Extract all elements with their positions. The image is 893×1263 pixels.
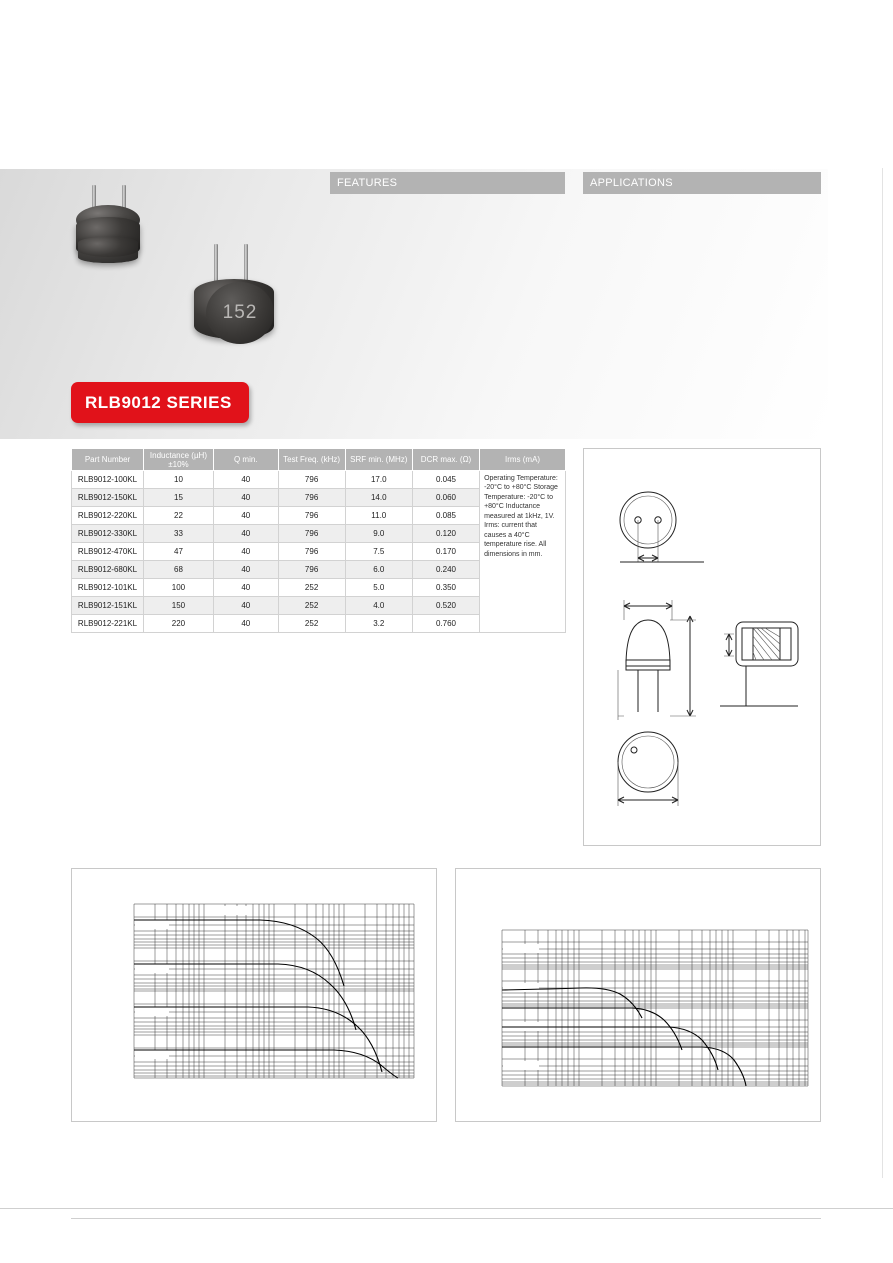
- cell-dcr: 0.085: [412, 507, 479, 525]
- column-header: DCR max. (Ω): [412, 449, 479, 471]
- inductance-vs-current-chart: [72, 890, 436, 1121]
- cell-q: 40: [213, 543, 278, 561]
- cell-inductance: 220: [144, 615, 214, 633]
- cell-test-freq: 796: [278, 561, 345, 579]
- cell-part-number: RLB9012-680KL: [72, 561, 144, 579]
- table-notes: Operating Temperature: -20°C to +80°C Storage Temperature: -20°C to +80°C Inductance measured at 1kHz, 1V. Irms: current that causes a 40°C temperature rise. All dimensions in mm.: [480, 471, 566, 633]
- cell-srf: 17.0: [345, 471, 412, 489]
- cell-q: 40: [213, 597, 278, 615]
- features-header-label: FEATURES: [337, 177, 398, 189]
- chart-series: [502, 988, 746, 1086]
- series-badge: RLB9012 SERIES: [71, 382, 249, 423]
- cell-dcr: 0.045: [412, 471, 479, 489]
- cell-test-freq: 796: [278, 471, 345, 489]
- product-photo-small: [70, 185, 150, 285]
- cell-dcr: 0.520: [412, 597, 479, 615]
- cell-srf: 5.0: [345, 579, 412, 597]
- cell-part-number: RLB9012-470KL: [72, 543, 144, 561]
- cell-test-freq: 252: [278, 597, 345, 615]
- cell-part-number: RLB9012-100KL: [72, 471, 144, 489]
- cell-q: 40: [213, 561, 278, 579]
- cell-dcr: 0.240: [412, 561, 479, 579]
- cell-dcr: 0.760: [412, 615, 479, 633]
- table-row: [72, 471, 566, 489]
- cell-srf: 3.2: [345, 615, 412, 633]
- page-right-edge: [882, 168, 893, 1178]
- top-view-drawing: [620, 492, 704, 562]
- cell-part-number: RLB9012-101KL: [72, 579, 144, 597]
- column-header: SRF min. (MHz): [345, 449, 412, 471]
- cell-inductance: 33: [144, 525, 214, 543]
- chart-grid: [134, 904, 414, 1078]
- applications-header: [583, 172, 821, 194]
- cell-inductance: 100: [144, 579, 214, 597]
- cell-q: 40: [213, 507, 278, 525]
- chart-series: [134, 920, 398, 1078]
- cell-dcr: 0.120: [412, 525, 479, 543]
- cell-inductance: 68: [144, 561, 214, 579]
- cell-part-number: RLB9012-221KL: [72, 615, 144, 633]
- chart-axis-labels: [135, 906, 252, 1059]
- cell-srf: 4.0: [345, 597, 412, 615]
- inductor-marking-face: [206, 282, 274, 344]
- cell-srf: 11.0: [345, 507, 412, 525]
- specification-table: [71, 448, 566, 633]
- chart-axis-labels: [503, 944, 539, 1070]
- cell-test-freq: 796: [278, 507, 345, 525]
- dimension-drawing: [584, 470, 820, 845]
- cell-inductance: 15: [144, 489, 214, 507]
- cell-srf: 7.5: [345, 543, 412, 561]
- cell-q: 40: [213, 471, 278, 489]
- cell-test-freq: 796: [278, 525, 345, 543]
- bottom-view-drawing: [618, 732, 678, 806]
- cell-q: 40: [213, 615, 278, 633]
- cell-test-freq: 252: [278, 579, 345, 597]
- product-photo-large: [192, 244, 292, 374]
- cell-test-freq: 796: [278, 489, 345, 507]
- cell-srf: 9.0: [345, 525, 412, 543]
- cell-test-freq: 796: [278, 543, 345, 561]
- cell-inductance: 150: [144, 597, 214, 615]
- cell-srf: 14.0: [345, 489, 412, 507]
- cell-dcr: 0.170: [412, 543, 479, 561]
- column-header: Part Number: [72, 449, 144, 471]
- cell-inductance: 10: [144, 471, 214, 489]
- dimensions-panel: [583, 448, 821, 846]
- cell-dcr: 0.060: [412, 489, 479, 507]
- column-header: Inductance (µH) ±10%: [144, 449, 214, 471]
- inductance-code-label: 152: [222, 302, 258, 323]
- column-header: Q min.: [213, 449, 278, 471]
- cell-test-freq: 252: [278, 615, 345, 633]
- cell-q: 40: [213, 489, 278, 507]
- cell-dcr: 0.350: [412, 579, 479, 597]
- cell-q: 40: [213, 579, 278, 597]
- cell-part-number: RLB9012-330KL: [72, 525, 144, 543]
- cell-part-number: RLB9012-150KL: [72, 489, 144, 507]
- footer-divider: [0, 1208, 893, 1209]
- inductor-body-base: [78, 237, 138, 263]
- table-header-row: [72, 449, 566, 471]
- graph-left-panel: [71, 868, 437, 1122]
- features-header: [330, 172, 565, 194]
- column-header: Test Freq. (kHz): [278, 449, 345, 471]
- cross-section-drawing: [720, 622, 798, 706]
- cell-part-number: RLB9012-151KL: [72, 597, 144, 615]
- cell-srf: 6.0: [345, 561, 412, 579]
- cell-q: 40: [213, 525, 278, 543]
- cell-inductance: 47: [144, 543, 214, 561]
- cell-inductance: 22: [144, 507, 214, 525]
- applications-header-label: APPLICATIONS: [590, 177, 673, 189]
- cell-part-number: RLB9012-220KL: [72, 507, 144, 525]
- graph-right-panel: [455, 868, 821, 1122]
- column-header: Irms (mA): [480, 449, 566, 471]
- side-view-drawing: [618, 600, 696, 720]
- impedance-vs-frequency-chart: [456, 890, 820, 1121]
- footer-divider-secondary: [71, 1218, 821, 1219]
